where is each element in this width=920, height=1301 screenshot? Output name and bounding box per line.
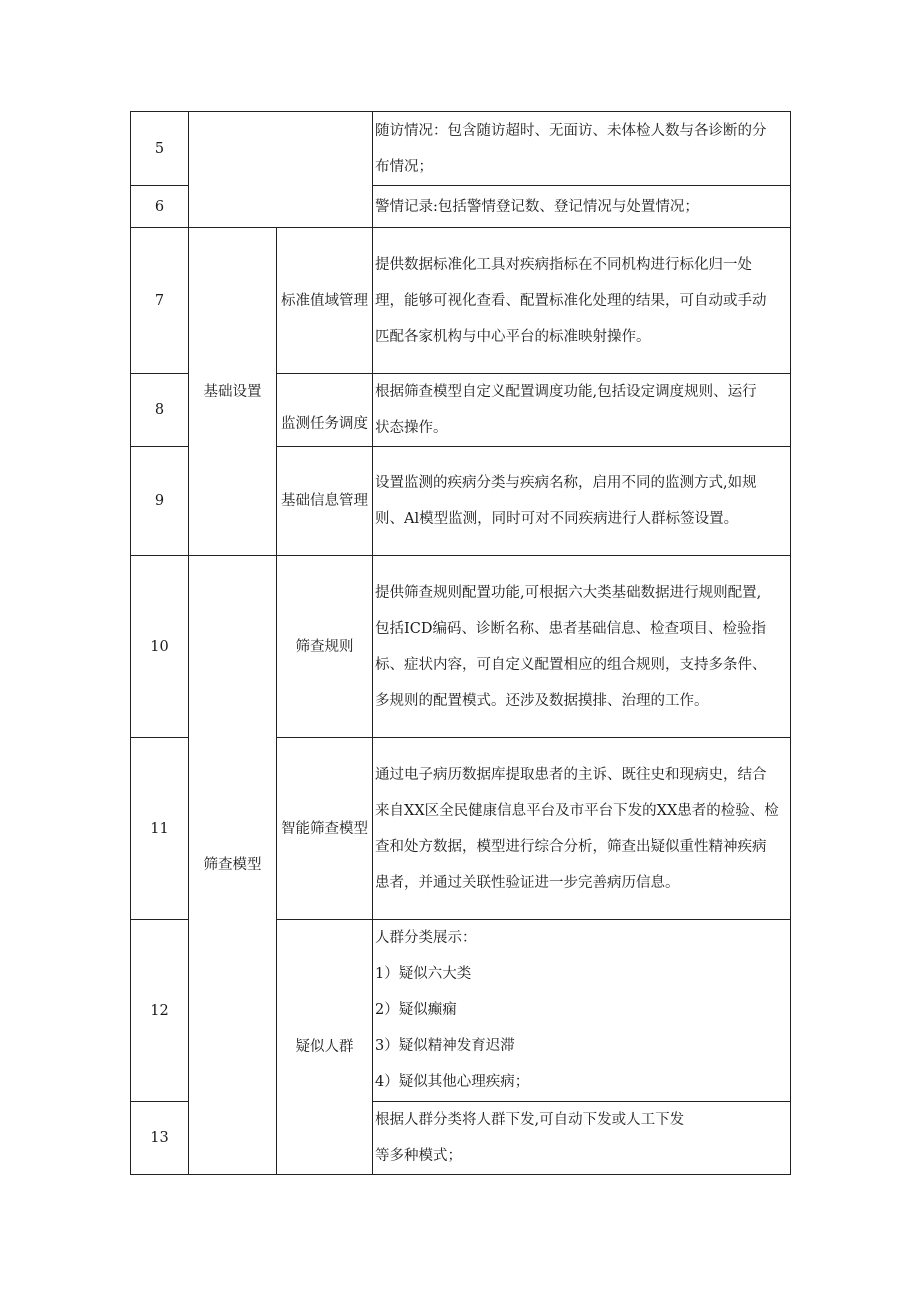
- function-name: 筛查规则: [277, 556, 373, 738]
- table-row: [131, 556, 791, 738]
- row-number: 12: [131, 920, 189, 1102]
- row-description: 提供数据标准化工具对疾病指标在不同机构进行标化归一处 理，能够可视化查看、配置标准化处理的结果，可自动或手动 匹配各家机构与中心平台的标准映射操作。: [373, 228, 791, 374]
- row-number: 10: [131, 556, 189, 738]
- function-name: 标准值域管理: [277, 228, 373, 374]
- function-name: 监测任务调度: [277, 374, 373, 447]
- function-name: 疑似人群: [277, 920, 373, 1175]
- row-description: 警情记录:包括警情登记数、登记情况与处置情况；: [373, 186, 791, 228]
- row-number: 13: [131, 1102, 189, 1175]
- blank-module-cell: [189, 112, 373, 228]
- requirements-table: [130, 111, 791, 1175]
- function-name: 智能筛查模型: [277, 738, 373, 920]
- row-description: 提供筛查规则配置功能,可根据六大类基础数据进行规则配置, 包括ICD编码、诊断名称、患者基础信息、检查项目、检验指 标、症状内容，可自定义配置相应的组合规则，支持多条件、 多规则的配置模式。还涉及数据摸排、治理的工作。: [373, 556, 791, 738]
- row-description: 根据筛查模型自定义配置调度功能,包括设定调度规则、运行 状态操作。: [373, 374, 791, 447]
- row-description: 通过电子病历数据库提取患者的主诉、既往史和现病史，结合 来自XX区全民健康信息平台及市平台下发的XX患者的检验、检 查和处方数据，模型进行综合分析，筛查出疑似重性精神疾病 患者，并通过关联性验证进一步完善病历信息。: [373, 738, 791, 920]
- row-number: 9: [131, 447, 189, 556]
- row-number: 11: [131, 738, 189, 920]
- module-basic-settings: 基础设置: [189, 228, 277, 556]
- row-description: 随访情况：包含随访超时、无面访、未体检人数与各诊断的分 布情况；: [373, 112, 791, 186]
- row-description: 设置监测的疾病分类与疾病名称，启用不同的监测方式,如规 则、Al模型监测，同时可对不同疾病进行人群标签设置。: [373, 447, 791, 556]
- table-row: [131, 112, 791, 186]
- row-description: 根据人群分类将人群下发,可自动下发或人工下发 等多种模式；: [373, 1102, 791, 1175]
- function-name: 基础信息管理: [277, 447, 373, 556]
- row-number: 7: [131, 228, 189, 374]
- row-number: 6: [131, 186, 189, 228]
- row-description: 人群分类展示： 1）疑似六大类 2）疑似癫痫 3）疑似精神发育迟滞 4）疑似其他心理疾病；: [373, 920, 791, 1102]
- row-number: 8: [131, 374, 189, 447]
- module-screening-model: 筛查模型: [189, 556, 277, 1175]
- row-number: 5: [131, 112, 189, 186]
- table-row: [131, 228, 791, 374]
